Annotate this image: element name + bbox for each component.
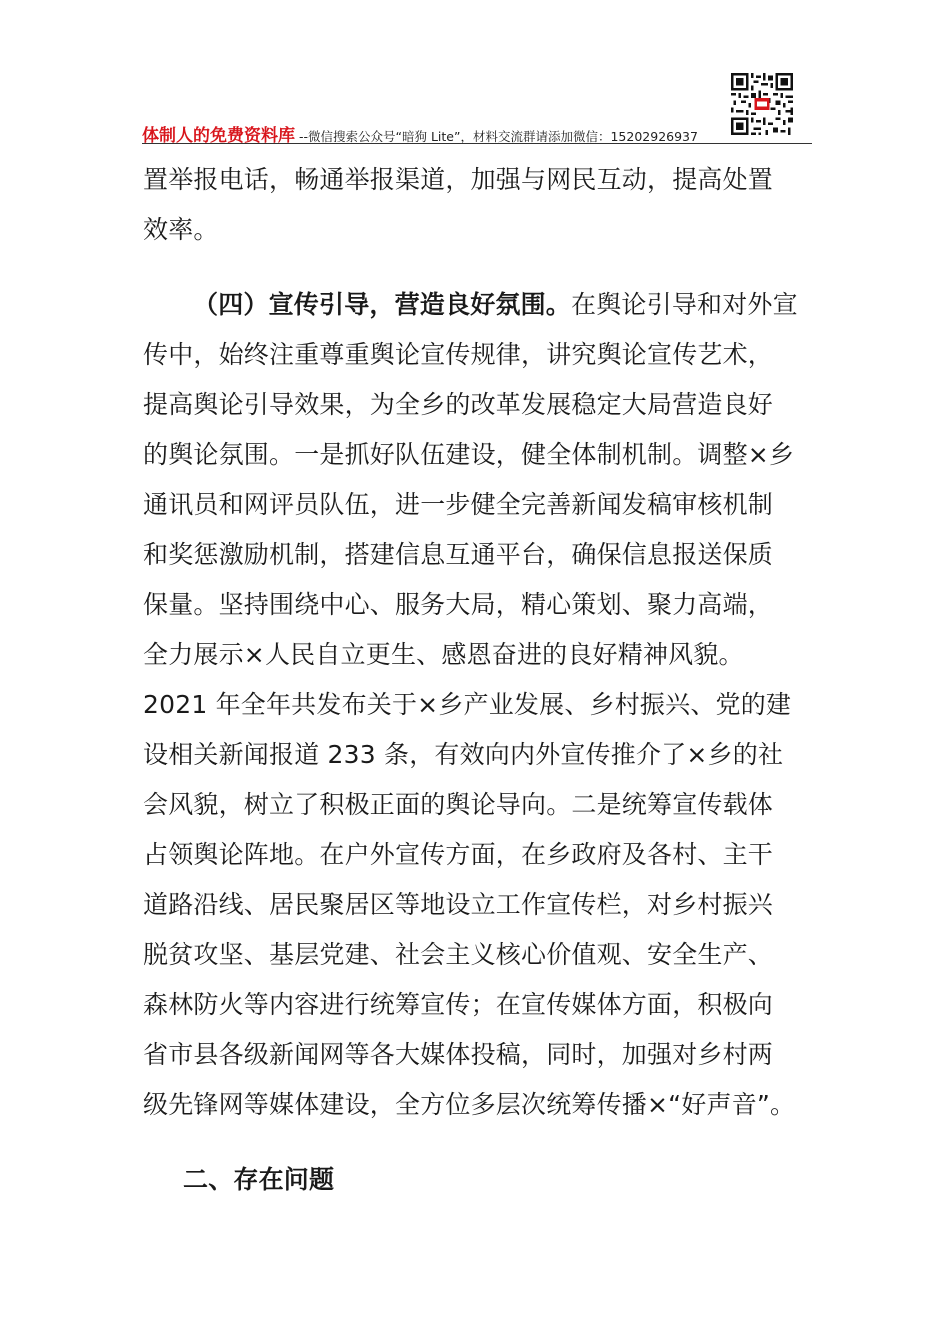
page-header [142, 121, 702, 145]
body-line: 效率。 [143, 215, 219, 244]
body-line: 和奖惩激励机制，搭建信息互通平台，确保信息报送保质 [143, 540, 774, 569]
header-description: --微信搜索公众号“暗狗 Lite”，材料交流群请添加微信：15202926937 [299, 129, 698, 144]
paragraph-gap [143, 255, 823, 280]
body-text-span: 在舆论引导和对外宣 [571, 290, 798, 319]
section-heading: 二、存在问题 [183, 1165, 335, 1194]
header-divider [142, 143, 812, 144]
qr-code-icon [731, 73, 793, 135]
body-line: 通讯员和网评员队伍，进一步健全完善新闻发稿审核机制 [143, 490, 774, 519]
body-line: 提高舆论引导效果，为全乡的改革发展稳定大局营造良好 [143, 390, 774, 419]
body-line: 会风貌，树立了积极正面的舆论导向。二是统筹宣传载体 [143, 790, 774, 819]
body-line: 省市县各级新闻网等各大媒体投稿，同时，加强对乡村两 [143, 1040, 774, 1069]
paragraph-gap [143, 1130, 823, 1155]
paragraph-heading-line [143, 280, 823, 330]
body-line: 保量。坚持围绕中心、服务大局，精心策划、聚力高端， [143, 590, 774, 619]
body-line: 森林防火等内容进行统筹宣传；在宣传媒体方面，积极向 [143, 990, 774, 1019]
body-line: 级先锋网等媒体建设，全方位多层次统筹传播×“好声音”。 [143, 1090, 796, 1119]
body-line: 的舆论氛围。一是抓好队伍建设，健全体制机制。调整×乡 [143, 440, 795, 469]
body-line: 2021 年全年共发布关于×乡产业发展、乡村振兴、党的建 [143, 690, 792, 719]
subsection-heading: （四）宣传引导，营造良好氛围。 [193, 290, 572, 319]
body-line: 传中，始终注重尊重舆论宣传规律，讲究舆论宣传艺术， [143, 340, 774, 369]
body-line: 设相关新闻报道 233 条，有效向内外宣传推介了×乡的社 [143, 740, 784, 769]
body-line: 全力展示×人民自立更生、感恩奋进的良好精神风貌。 [143, 640, 744, 669]
brand-title: 体制人的免费资料库 [142, 126, 295, 146]
body-line: 置举报电话，畅通举报渠道，加强与网民互动，提高处置 [143, 165, 774, 194]
document-body [143, 155, 823, 1205]
body-line: 脱贫攻坚、基层党建、社会主义核心价值观、安全生产、 [143, 940, 774, 969]
body-line: 道路沿线、居民聚居区等地设立工作宣传栏，对乡村振兴 [143, 890, 774, 919]
body-line: 占领舆论阵地。在户外宣传方面，在乡政府及各村、主干 [143, 840, 774, 869]
